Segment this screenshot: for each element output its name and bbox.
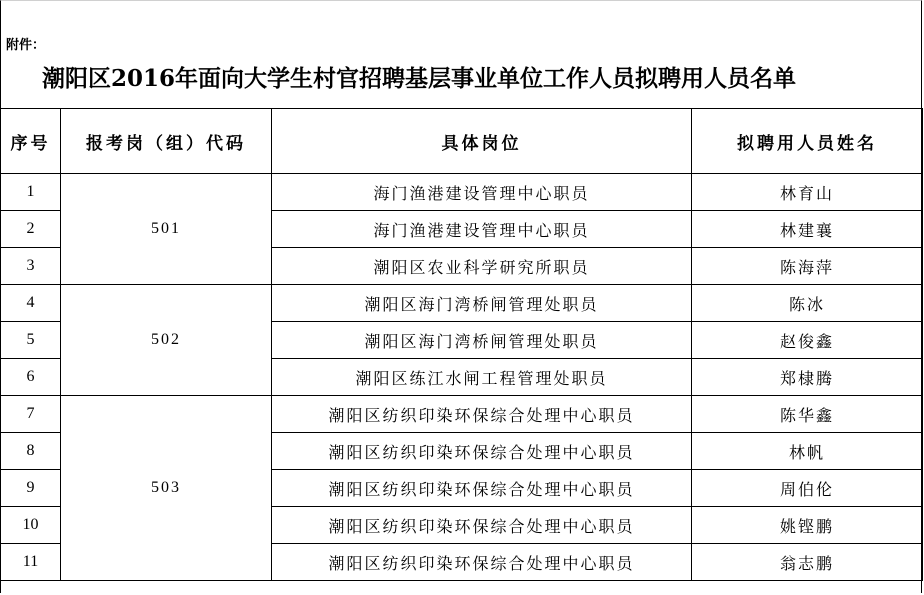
header-name: 拟聘用人员姓名 [692, 109, 923, 174]
table-row [1, 174, 923, 211]
cell-seq: 3 [1, 248, 61, 285]
cell-position: 潮阳区海门湾桥闸管理处职员 [272, 285, 692, 322]
cell-position: 潮阳区练江水闸工程管理处职员 [272, 359, 692, 396]
cell-name: 林育山 [692, 174, 923, 211]
cell-name: 翁志鹏 [692, 544, 923, 581]
document-title: 潮阳区2016年面向大学生村官招聘基层事业单位工作人员拟聘用人员名单 [42, 65, 797, 92]
cell-position: 潮阳区纺织印染环保综合处理中心职员 [272, 470, 692, 507]
cell-name: 陈华鑫 [692, 396, 923, 433]
cell-position: 潮阳区海门湾桥闸管理处职员 [272, 322, 692, 359]
cell-position: 潮阳区纺织印染环保综合处理中心职员 [272, 507, 692, 544]
cell-name: 陈海萍 [692, 248, 923, 285]
hiring-list-table [0, 108, 923, 581]
cell-seq: 1 [1, 174, 61, 211]
cell-seq: 9 [1, 470, 61, 507]
cell-name: 郑棣腾 [692, 359, 923, 396]
cell-name: 周伯伦 [692, 470, 923, 507]
header-code: 报考岗（组）代码 [61, 109, 272, 174]
table-row [1, 285, 923, 322]
cell-name: 姚铿鹏 [692, 507, 923, 544]
cell-name: 赵俊鑫 [692, 322, 923, 359]
cell-code: 502 [61, 285, 272, 396]
cell-seq: 11 [1, 544, 61, 581]
cell-position: 海门渔港建设管理中心职员 [272, 211, 692, 248]
cell-seq: 2 [1, 211, 61, 248]
cell-seq: 4 [1, 285, 61, 322]
cell-position: 潮阳区纺织印染环保综合处理中心职员 [272, 433, 692, 470]
cell-seq: 8 [1, 433, 61, 470]
cell-position: 潮阳区纺织印染环保综合处理中心职员 [272, 396, 692, 433]
cell-position: 潮阳区农业科学研究所职员 [272, 248, 692, 285]
header-seq: 序号 [1, 109, 61, 174]
table-row [1, 396, 923, 433]
header-position: 具体岗位 [272, 109, 692, 174]
cell-code: 501 [61, 174, 272, 285]
cell-position: 潮阳区纺织印染环保综合处理中心职员 [272, 544, 692, 581]
cell-seq: 10 [1, 507, 61, 544]
table-header-row [1, 109, 923, 174]
cell-seq: 7 [1, 396, 61, 433]
cell-position: 海门渔港建设管理中心职员 [272, 174, 692, 211]
attachment-label: 附件： [6, 38, 46, 53]
cell-name: 陈冰 [692, 285, 923, 322]
cell-seq: 5 [1, 322, 61, 359]
cell-code: 503 [61, 396, 272, 581]
cell-seq: 6 [1, 359, 61, 396]
cell-name: 林帆 [692, 433, 923, 470]
cell-name: 林建襄 [692, 211, 923, 248]
